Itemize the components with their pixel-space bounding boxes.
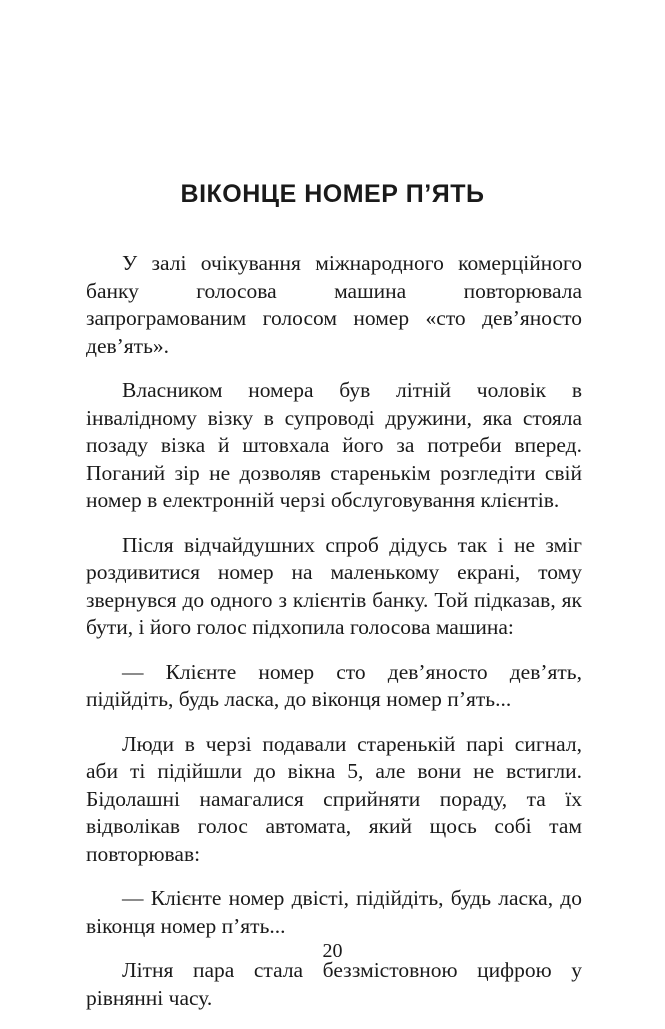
paragraph: Літня пара стала беззмістовною цифрою у рівнянні часу.	[86, 958, 582, 1010]
chapter-title: ВІКОНЦЕ НОМЕР П’ЯТЬ	[180, 180, 485, 208]
paragraph: Власником номера був літній чоловік в інвалідному візку в супроводі дружини, яка стояла позаду візка й штовхала його за потреби вперед. Поганий зір не дозволяв старенькім розгледіти свій номер в електронній черзі обслуговування клієнтів.	[86, 378, 582, 512]
paragraph: — Клієнте номер сто дев’яносто дев’ять, підійдіть, будь ласка, до віконця номер п’ять...	[86, 659, 582, 711]
body-text	[86, 250, 582, 1029]
paragraph: Люди в черзі подавали старенькій парі сигнал, аби ті підійшли до вікна 5, але вони не встигли. Бідолашні намагалися сприйняти пораду, та їх відволікав голос автомата, який щось собі там повторював:	[86, 731, 582, 866]
paragraph: — Клієнте номер двісті, підійдіть, будь ласка, до віконця номер п’ять...	[86, 886, 582, 938]
page-number: 20	[322, 940, 343, 962]
paragraph: Після відчайдушних спроб дідусь так і не зміг роздивитися номер на маленькому екрані, тому звернувся до одного з клієнтів банку. Той підказав, як бути, і його голос підхопила голосова машина:	[86, 532, 582, 639]
paragraph: У залі очікування міжнародного комерційного банку голосова машина повторювала запрограмованим голосом номер «сто дев’яносто дев’ять».	[86, 251, 582, 358]
